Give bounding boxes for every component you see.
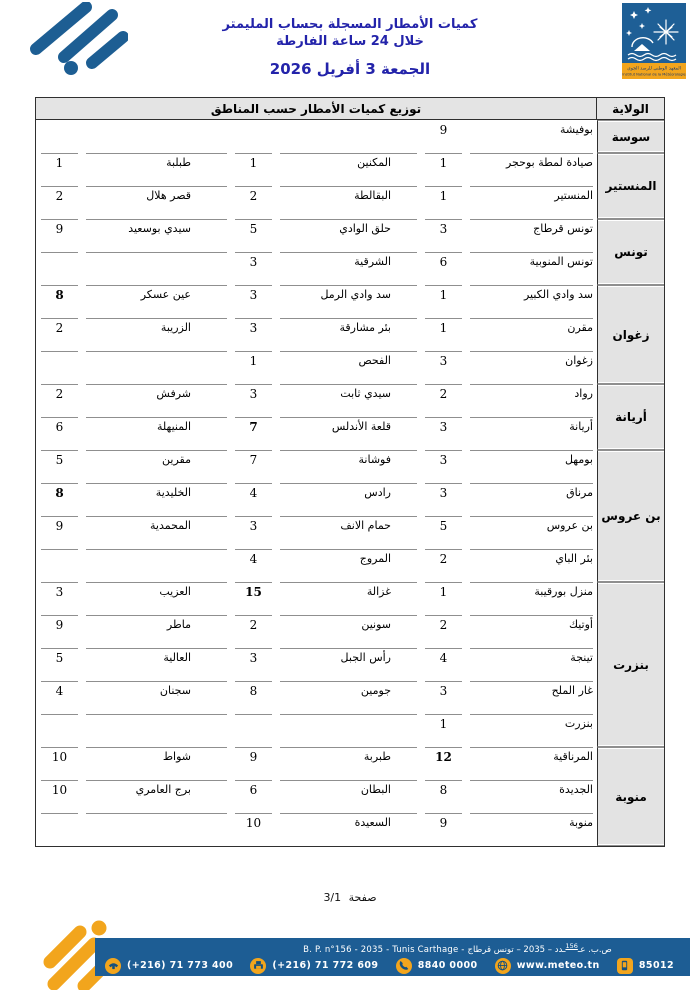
station-name: مقرن (466, 318, 597, 351)
wilaya-name: منوبة (597, 747, 664, 846)
contact-item (396, 958, 478, 974)
rain-value: 9 (231, 747, 276, 780)
rain-value: 3 (231, 252, 276, 285)
station-name: المروج (276, 549, 421, 582)
rain-value: 9 (421, 813, 466, 846)
station-name: رأس الجبل (276, 648, 421, 681)
table-row (36, 450, 597, 483)
inm-caption-arabic: المعهد الوطني للرصد الجوي (627, 66, 681, 72)
station-name: سيدي بوسعيد (82, 219, 231, 252)
rain-value: 5 (37, 450, 82, 483)
rain-value: 1 (231, 153, 276, 186)
rain-value: 7 (231, 417, 276, 450)
station-name: شرفش (82, 384, 231, 417)
wilaya-name: بن عروس (597, 450, 664, 582)
station-name (82, 714, 231, 747)
rainfall-table (35, 97, 665, 847)
table-row (36, 186, 597, 219)
station-name: طبلبة (82, 153, 231, 186)
rain-value: 1 (421, 582, 466, 615)
rain-value: 6 (37, 417, 82, 450)
table-row (36, 747, 597, 780)
rain-value: 10 (231, 813, 276, 846)
station-name: مقرين (82, 450, 231, 483)
station-name: سد وادي الكبير (466, 285, 597, 318)
section-rows (36, 747, 597, 846)
rain-value: 5 (37, 648, 82, 681)
station-name: المكنين (276, 153, 421, 186)
rain-value: 12 (421, 747, 466, 780)
rain-value: 10 (37, 747, 82, 780)
section-rows (36, 120, 597, 153)
station-name: أريانة (466, 417, 597, 450)
contact-label: (+216) 71 773 400 (127, 960, 234, 972)
rain-value: 9 (37, 516, 82, 549)
station-name: رادس (276, 483, 421, 516)
station-name: تينجة (466, 648, 597, 681)
contact-label: 8840 0000 (417, 960, 478, 972)
inm-strokes-logo (16, 2, 128, 82)
table-row (36, 813, 597, 846)
rain-value: 15 (231, 582, 276, 615)
station-name: شواط (82, 747, 231, 780)
call-icon (396, 958, 412, 974)
station-name: الجديدة (466, 780, 597, 813)
rain-value: 1 (231, 351, 276, 384)
rain-value: 1 (421, 318, 466, 351)
footer-address-box-number: 156 (565, 942, 578, 950)
fax-icon (250, 958, 266, 974)
section-rows (36, 450, 597, 582)
table-section (36, 747, 664, 846)
footer-address-arabic-post: ـدد – 2035 – تونس قرطاج (467, 944, 566, 955)
contact-label: (+216) 71 772 609 (272, 960, 379, 972)
rain-value: 4 (231, 549, 276, 582)
station-name: بومهل (466, 450, 597, 483)
table-section (36, 120, 664, 153)
table-section (36, 582, 664, 747)
rain-value: 1 (421, 153, 466, 186)
table-row (36, 582, 597, 615)
station-name (276, 714, 421, 747)
contact-item (617, 958, 674, 974)
section-rows (36, 219, 597, 285)
section-rows (36, 384, 597, 450)
table-row (36, 252, 597, 285)
station-name: غزالة (276, 582, 421, 615)
rain-value: 3 (231, 285, 276, 318)
table-row (36, 483, 597, 516)
phone-icon (105, 958, 121, 974)
rain-value: 9 (37, 219, 82, 252)
station-name: المنستير (466, 186, 597, 219)
page-number (0, 891, 700, 904)
station-name: سد وادي الرمل (276, 285, 421, 318)
rain-value: 1 (421, 285, 466, 318)
rain-value: 5 (421, 516, 466, 549)
document-title-line2: خلال 24 ساعة الفارطة (276, 34, 424, 49)
table-section (36, 219, 664, 285)
station-name: الزريبة (82, 318, 231, 351)
station-name: برج العامري (82, 780, 231, 813)
station-name: مرناق (466, 483, 597, 516)
station-name: السعيدة (276, 813, 421, 846)
section-rows (36, 285, 597, 384)
station-name (82, 252, 231, 285)
rain-value: 4 (231, 483, 276, 516)
station-name: زغوان (466, 351, 597, 384)
station-name (82, 549, 231, 582)
station-name: طبربة (276, 747, 421, 780)
footer-address-french: B. P. n°156 - 2035 - Tunis Carthage - (303, 944, 468, 955)
rain-value: 3 (231, 648, 276, 681)
rain-value: 3 (421, 483, 466, 516)
table-row (36, 285, 597, 318)
station-name: تونس المنوبية (466, 252, 597, 285)
station-name: سجنان (82, 681, 231, 714)
rain-value (37, 120, 82, 153)
table-row (36, 120, 597, 153)
rain-value (231, 120, 276, 153)
page-word: صفحة (348, 891, 377, 904)
diagonal-strokes-icon (16, 2, 128, 82)
rain-value: 4 (421, 648, 466, 681)
station-name (82, 120, 231, 153)
station-name: المنيهلة (82, 417, 231, 450)
rain-value: 3 (231, 318, 276, 351)
rain-value: 2 (231, 186, 276, 219)
table-row (36, 648, 597, 681)
inm-logo (622, 3, 686, 79)
table-body (36, 120, 664, 846)
wilaya-column-header: الولاية (596, 98, 664, 119)
table-section (36, 285, 664, 384)
rain-value: 2 (37, 186, 82, 219)
rain-value: 7 (231, 450, 276, 483)
rain-value: 5 (231, 219, 276, 252)
rain-value (37, 549, 82, 582)
rain-value: 8 (421, 780, 466, 813)
station-name (276, 120, 421, 153)
document-date: الجمعة 3 أفريل 2026 (269, 60, 431, 78)
station-name: المحمدية (82, 516, 231, 549)
rain-value: 9 (439, 123, 448, 137)
rain-value: 6 (231, 780, 276, 813)
station-name (82, 813, 231, 846)
page-value: 3/1 (323, 891, 342, 904)
wilaya-name: بنزرت (597, 582, 664, 747)
section-rows (36, 582, 597, 747)
rain-value: 1 (37, 153, 82, 186)
rain-value: 3 (421, 681, 466, 714)
station-name: جومين (276, 681, 421, 714)
station-name: حلق الوادي (276, 219, 421, 252)
rain-value: 1 (421, 714, 466, 747)
rain-value: 4 (37, 681, 82, 714)
wilaya-name: المنستير (597, 153, 664, 219)
station-name: الخليدية (82, 483, 231, 516)
distribution-column-header: توزيع كميات الأمطار حسب المناطق (210, 101, 422, 116)
rain-value: 2 (421, 384, 466, 417)
rain-value: 3 (231, 384, 276, 417)
table-row (36, 714, 597, 747)
rain-value: 2 (37, 318, 82, 351)
rain-value: 10 (37, 780, 82, 813)
wilaya-name: زغوان (597, 285, 664, 384)
table-row (36, 681, 597, 714)
station-name: قلعة الأندلس (276, 417, 421, 450)
table-row (36, 615, 597, 648)
station-name: الفحص (276, 351, 421, 384)
station-name: منزل بورقيبة (466, 582, 597, 615)
station-name: ماطر (82, 615, 231, 648)
document-header (150, 16, 550, 78)
station-name: قصر هلال (82, 186, 231, 219)
section-rows (36, 153, 597, 219)
wilaya-name: تونس (597, 219, 664, 285)
rain-value: 3 (37, 582, 82, 615)
rain-value: 8 (37, 285, 82, 318)
contact-label: www.meteo.tn (516, 960, 600, 972)
rain-value: 3 (421, 450, 466, 483)
station-name: صيادة لمطة بوحجر (466, 153, 597, 186)
rain-value (37, 252, 82, 285)
rain-value: 3 (421, 219, 466, 252)
table-row (36, 219, 597, 252)
station-name: بئر مشارقة (276, 318, 421, 351)
rain-value: 2 (37, 384, 82, 417)
footer-address-arabic-pre: ص.ب. عـ (577, 944, 612, 955)
rain-value (231, 714, 276, 747)
table-row (36, 351, 597, 384)
contact-item (250, 958, 378, 974)
rain-value (37, 351, 82, 384)
rain-value: 2 (421, 549, 466, 582)
table-row (36, 417, 597, 450)
table-row (36, 318, 597, 351)
rain-value: 9 (37, 615, 82, 648)
station-name: بن عروس (466, 516, 597, 549)
table-section (36, 450, 664, 582)
station-name: بئر الباي (466, 549, 597, 582)
table-row (36, 516, 597, 549)
sms-icon (617, 958, 633, 974)
table-row (36, 549, 597, 582)
station-name: رواد (466, 384, 597, 417)
station-name: أوتيك (466, 615, 597, 648)
table-section (36, 384, 664, 450)
rain-value: 3 (231, 516, 276, 549)
table-row (36, 780, 597, 813)
rain-value: 8 (231, 681, 276, 714)
table-header-row (36, 98, 664, 120)
document-title-line1: كميات الأمطار المسجلة بحساب المليمتر (222, 17, 478, 32)
station-name: عين عسكر (82, 285, 231, 318)
station-name: سونين (276, 615, 421, 648)
rain-value: 3 (421, 351, 466, 384)
rain-value: 2 (421, 615, 466, 648)
rain-value: 6 (421, 252, 466, 285)
contact-item (495, 958, 600, 974)
rain-value: 8 (37, 483, 82, 516)
station-name: المرناقية (466, 747, 597, 780)
table-section (36, 153, 664, 219)
station-name: العالية (82, 648, 231, 681)
table-row (36, 384, 597, 417)
station-name: حمام الانف (276, 516, 421, 549)
wilaya-name: أريانة (597, 384, 664, 450)
wilaya-name: سوسة (597, 120, 664, 153)
footer-band (95, 938, 690, 976)
footer-address (225, 938, 690, 955)
rain-value: 3 (421, 417, 466, 450)
station-name: العزيب (82, 582, 231, 615)
station-name: منوبة (466, 813, 597, 846)
rain-value: 2 (231, 615, 276, 648)
station-name: غار الملح (466, 681, 597, 714)
station-name: بوفيشة (559, 123, 593, 136)
globe-icon (495, 958, 511, 974)
inm-emblem-icon (622, 3, 686, 79)
station-name (82, 351, 231, 384)
station-name: بنزرت (466, 714, 597, 747)
station-name: الشرقية (276, 252, 421, 285)
footer-contacts (95, 955, 690, 974)
rain-value (37, 714, 82, 747)
station-name: سيدي ثابت (276, 384, 421, 417)
rain-value (37, 813, 82, 846)
contact-label: 85012 (638, 960, 674, 972)
inm-caption-french: Institut National de la Météorologie (622, 72, 686, 77)
station-name: البطان (276, 780, 421, 813)
table-row (36, 153, 597, 186)
station-name: البقالطة (276, 186, 421, 219)
contact-item (105, 958, 233, 974)
station-name: تونس قرطاج (466, 219, 597, 252)
rain-value: 1 (421, 186, 466, 219)
station-name: فوشانة (276, 450, 421, 483)
